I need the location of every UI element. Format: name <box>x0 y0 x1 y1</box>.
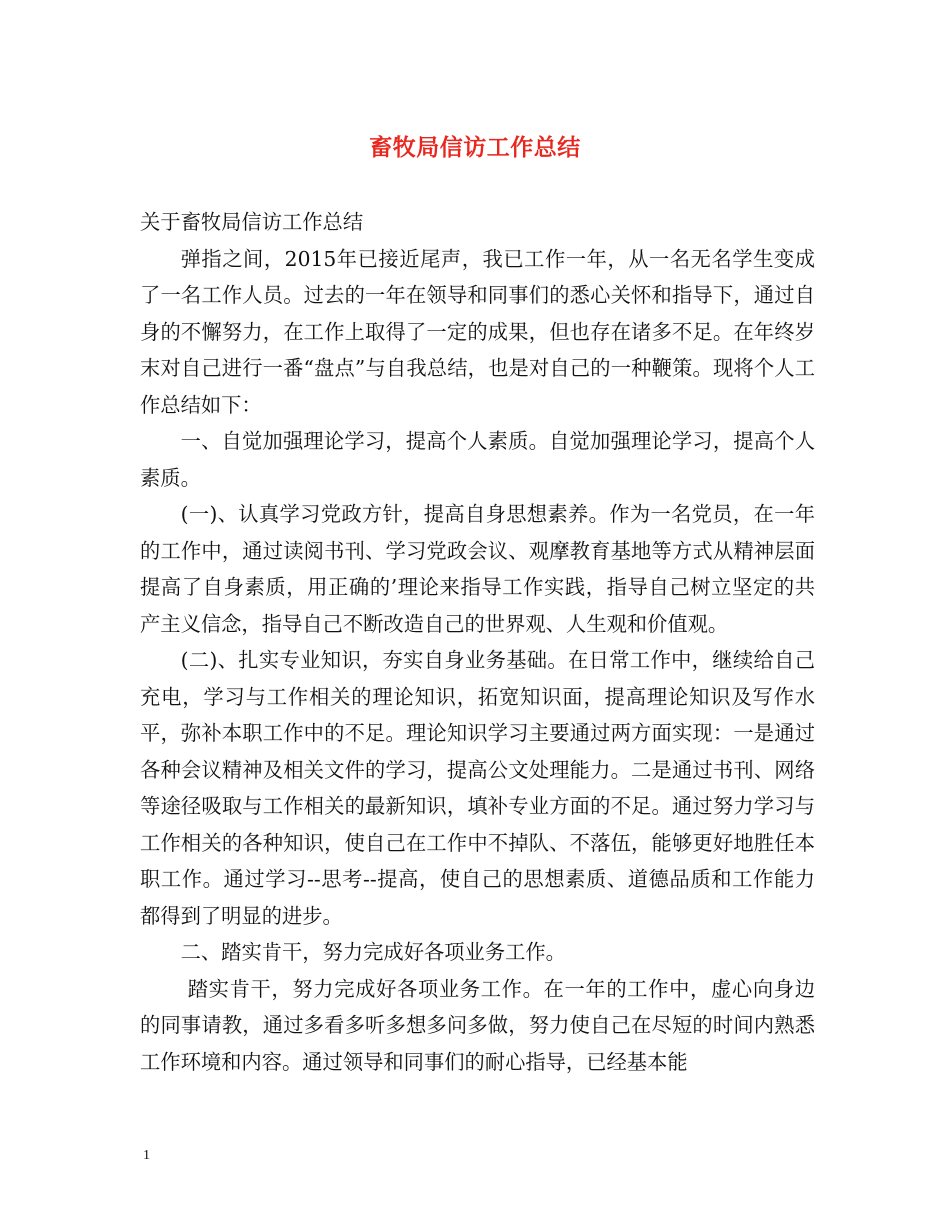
paragraph-section-1-heading: 一、自觉加强理论学习，提高个人素质。自觉加强理论学习，提高个人素质。 <box>140 429 815 490</box>
paragraph-intro: 弹指之间，2015年已接近尾声，我已工作一年，从一名无名学生变成了一名工作人员。过去的一年在领导和同事们的悉心关怀和指导下，通过自身的不懈努力，在工作上取得了一定的成果，但也存在诸多不足。在年终岁末对自己进行一番“盘点”与自我总结，也是对自己的一种鞭策。现将个人工作总结如下： <box>140 246 815 417</box>
paragraph-section-2-heading: 二、踏实肯干，努力完成好各项业务工作。 <box>180 940 566 964</box>
page-number: 1 <box>143 1148 150 1163</box>
document-subtitle: 关于畜牧局信访工作总结 <box>140 210 364 234</box>
paragraph-section-2-body: 踏实肯干，努力完成好各项业务工作。在一年的工作中，虚心向身边的同事请教，通过多看多听多想多问多做，努力使自己在尽短的时间内熟悉工作环境和内容。通过领导和同事们的耐心指导，已经基本能 <box>140 976 815 1074</box>
paragraph-section-1-2: (二)、扎实专业知识，夯实自身业务基础。在日常工作中，继续给自己充电，学习与工作相关的理论知识，拓宽知识面，提高理论知识及写作水平，弥补本职工作中的不足。理论知识学习主要通过两方面实现：一是通过各种会议精神及相关文件的学习，提高公文处理能力。二是通过书刊、网络等途径吸取与工作相关的最新知识，填补专业方面的不足。通过努力学习与工作相关的各种知识，使自己在工作中不掉队、不落伍，能够更好地胜任本职工作。通过学习--思考--提高，使自己的思想素质、道德品质和工作能力都得到了明显的进步。 <box>140 648 815 928</box>
document-body <box>140 204 815 1080</box>
document-title: 畜牧局信访工作总结 <box>369 134 581 161</box>
paragraph-section-1-1: (一)、认真学习党政方针，提高自身思想素养。作为一名党员，在一年的工作中，通过读阅书刊、学习党政会议、观摩教育基地等方式从精神层面提高了自身素质，用正确的’理论来指导工作实践，指导自己树立坚定的共产主义信念，指导自己不断改造自己的世界观、人生观和价值观。 <box>140 502 815 636</box>
